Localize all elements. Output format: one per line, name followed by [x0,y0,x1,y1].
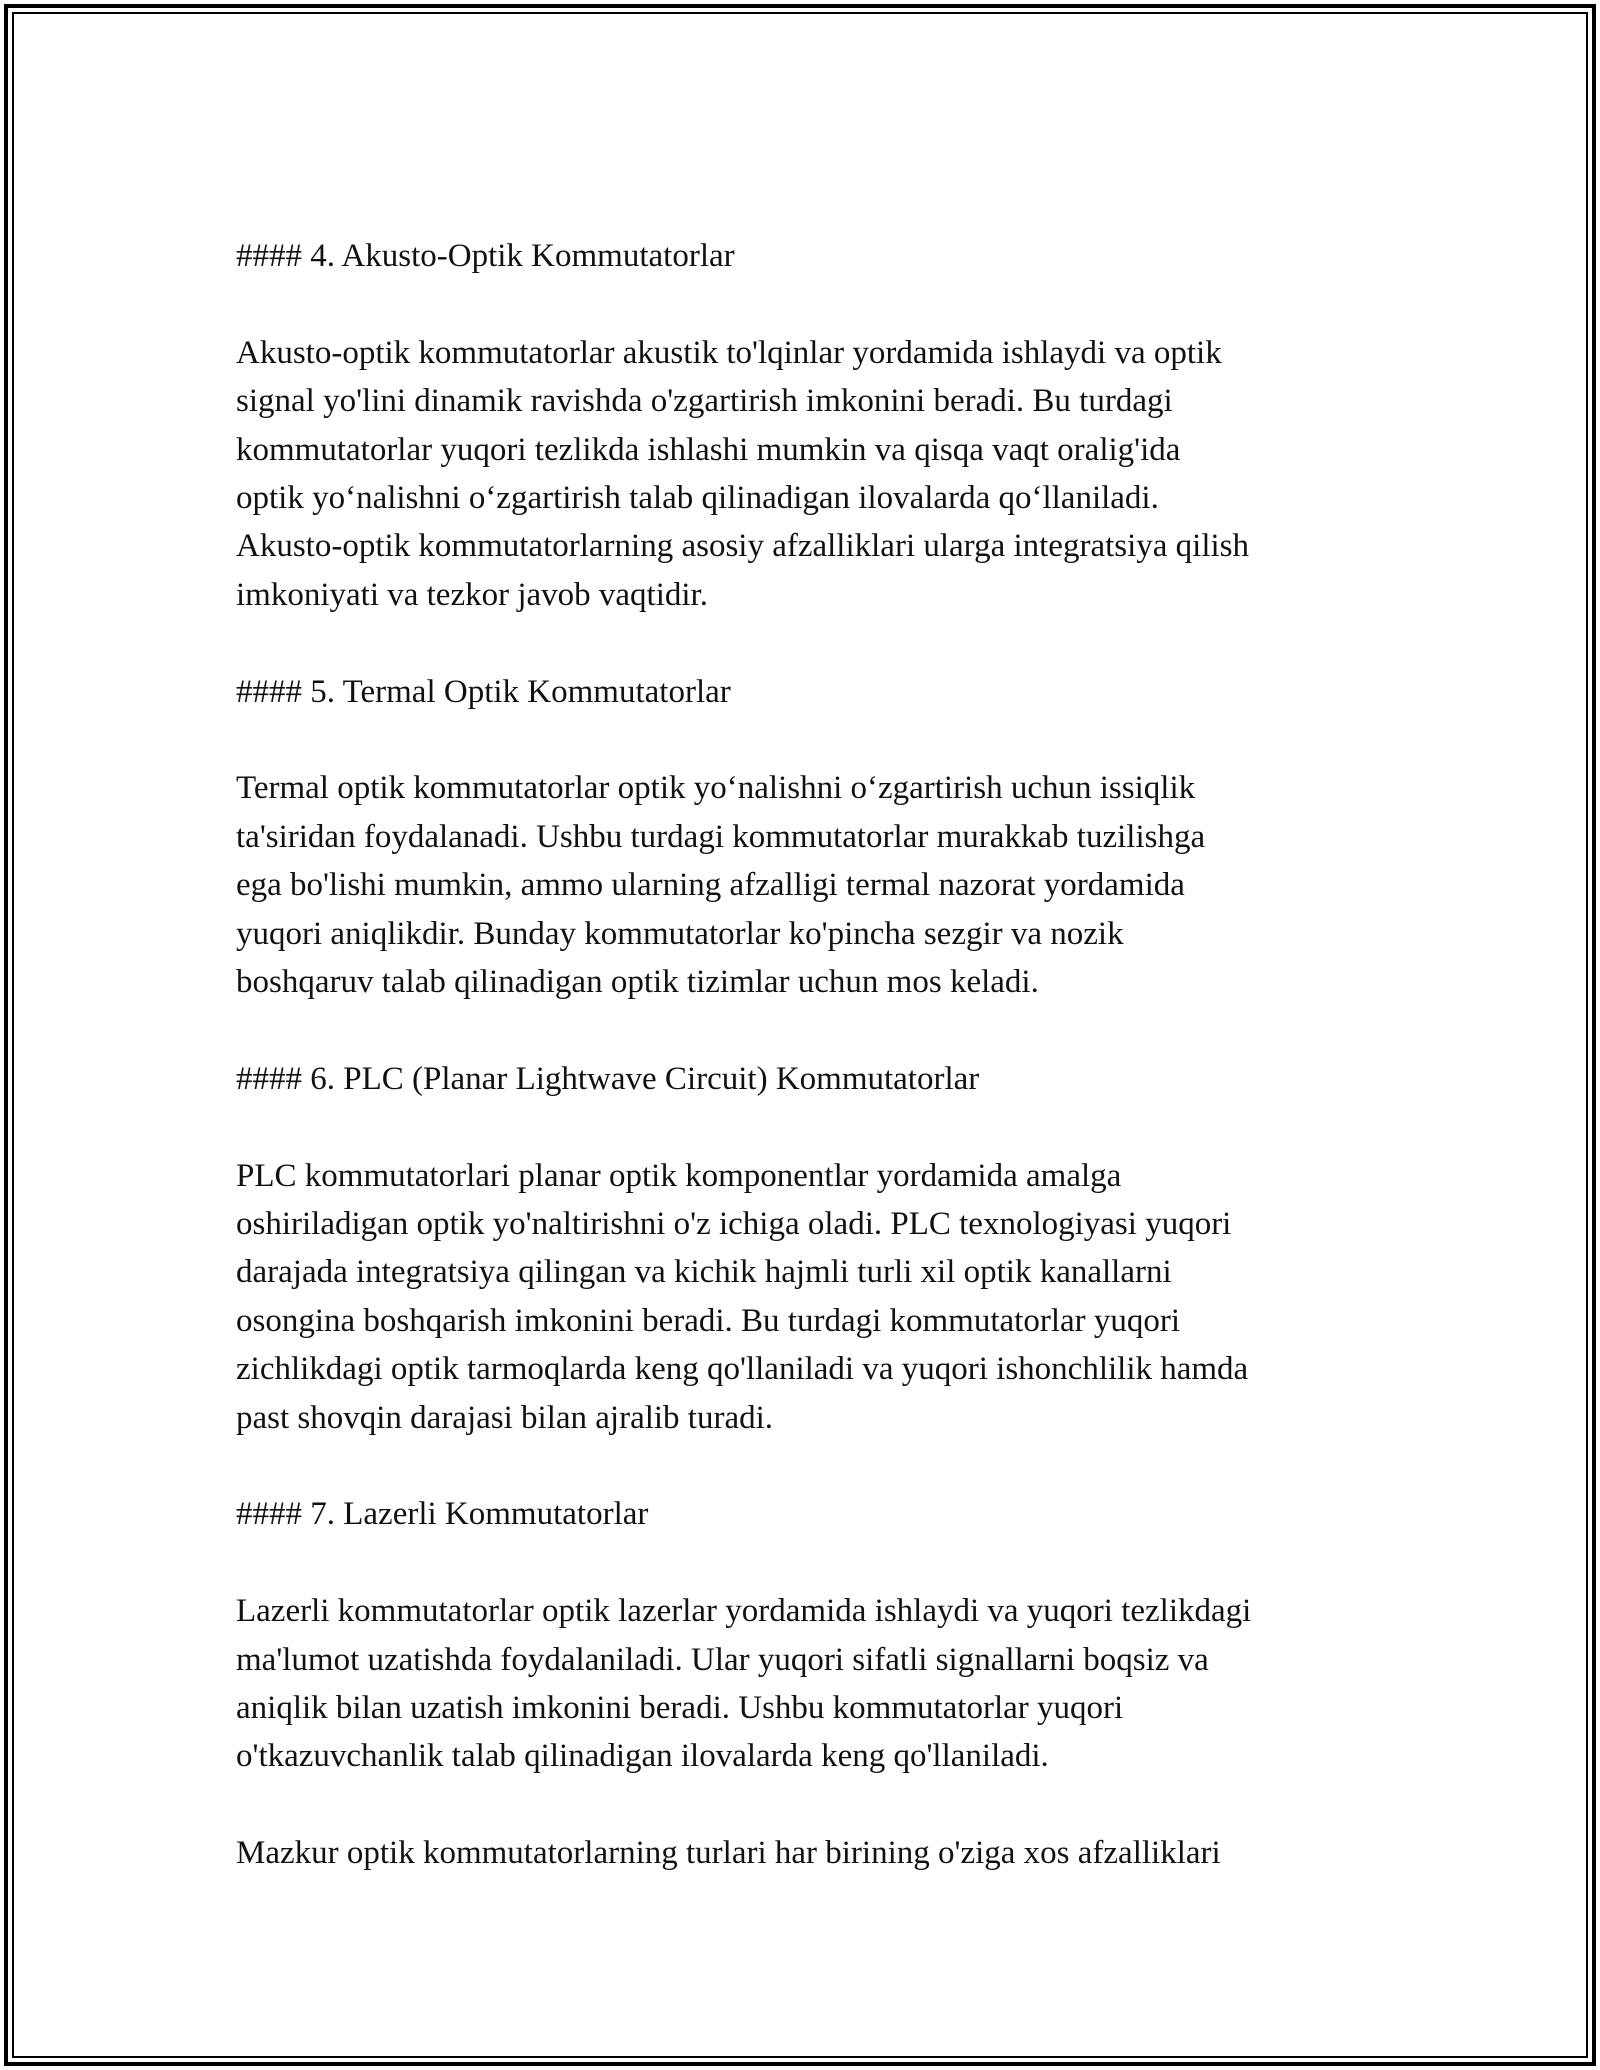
paragraph-line: yuqori aniqlikdir. Bunday kommutatorlar ko'pincha sezgir va nozik [236,915,1124,952]
paragraph-line: kommutatorlar yuqori tezlikda ishlashi mumkin va qisqa vaqt oralig'ida [236,431,1181,468]
paragraph-line: optik yo‘nalishni o‘zgartirish talab qilinadigan ilovalarda qo‘llaniladi. [236,480,1159,517]
paragraph-line: imkoniyati va tezkor javob vaqtidir. [236,576,708,613]
paragraph-line: zichlikdagi optik tarmoqlarda keng qo'llaniladi va yuqori ishonchlilik hamda [236,1351,1249,1388]
paragraph [236,329,1376,619]
paragraph [236,1829,1376,1877]
paragraph-line: ta'siridan foydalanadi. Ushbu turdagi kommutatorlar murakkab tuzilishga [236,818,1206,855]
paragraph-gap [236,1103,1376,1151]
section-heading: #### 6. PLC (Planar Lightwave Circuit) Kommutatorlar [236,1060,980,1097]
paragraph-line: past shovqin darajasi bilan ajralib turadi. [236,1399,774,1436]
document-body [236,232,1376,1878]
paragraph-gap [236,1442,1376,1490]
paragraph [236,1152,1376,1442]
paragraph-line: PLC kommutatorlari planar optik komponentlar yordamida amalga [236,1157,1122,1194]
paragraph-line: o'tkazuvchanlik talab qilinadigan ilovalarda keng qo'llaniladi. [236,1738,1049,1775]
paragraph [236,764,1376,1006]
paragraph-gap [236,1006,1376,1054]
paragraph-gap [236,1781,1376,1829]
section-heading: #### 4. Akusto-Optik Kommutatorlar [236,238,735,274]
paragraph-gap [236,716,1376,764]
paragraph-line: Lazerli kommutatorlar optik lazerlar yordamida ishlaydi va yuqori tezlikdagi [236,1593,1252,1630]
paragraph-line: ega bo'lishi mumkin, ammo ularning afzalligi termal nazorat yordamida [236,867,1185,904]
paragraph-line: osongina boshqarish imkonini beradi. Bu turdagi kommutatorlar yuqori [236,1302,1181,1339]
paragraph-line: Mazkur optik kommutatorlarning turlari har birining o'ziga xos afzalliklari [236,1835,1221,1872]
paragraph-line: aniqlik bilan uzatish imkonini beradi. Ushbu kommutatorlar yuqori [236,1690,1124,1727]
paragraph [236,1587,1376,1781]
paragraph-line: boshqaruv talab qilinadigan optik tizimlar uchun mos keladi. [236,964,1039,1001]
paragraph-line: darajada integratsiya qilingan va kichik hajmli turli xil optik kanallarni [236,1254,1172,1291]
paragraph-line: Akusto-optik kommutatorlarning asosiy afzalliklari ularga integratsiya qilish [236,528,1250,565]
paragraph-line: Akusto-optik kommutatorlar akustik to'lqinlar yordamida ishlaydi va optik [236,334,1222,371]
paragraph-line: Termal optik kommutatorlar optik yo‘nalishni o‘zgartirish uchun issiqlik [236,770,1196,807]
paragraph-gap [236,619,1376,667]
section-heading: #### 5. Termal Optik Kommutatorlar [236,673,731,710]
section-heading: #### 7. Lazerli Kommutatorlar [236,1496,649,1533]
paragraph-line: signal yo'lini dinamik ravishda o'zgartirish imkonini beradi. Bu turdagi [236,383,1173,420]
paragraph-line: oshiriladigan optik yo'naltirishni o'z ichiga oladi. PLC texnologiyasi yuqori [236,1206,1232,1243]
paragraph-gap [236,1539,1376,1587]
paragraph-gap [236,280,1376,328]
paragraph-line: ma'lumot uzatishda foydalaniladi. Ular yuqori sifatli signallarni boqsiz va [236,1641,1209,1678]
